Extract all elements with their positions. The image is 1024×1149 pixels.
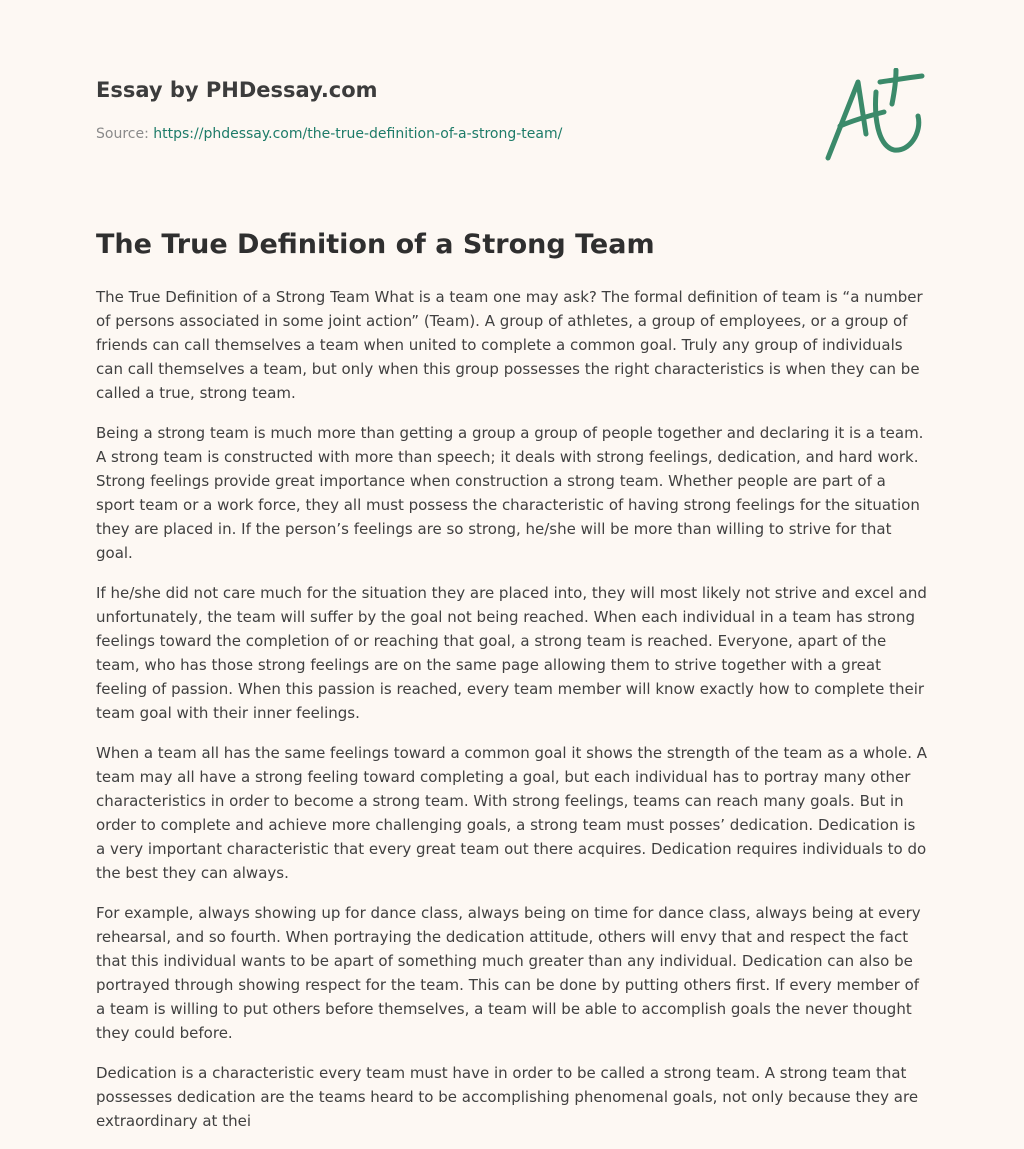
article-paragraph: Being a strong team is much more than getting a group a group of people together and declaring it is a team. A strong team is constructed with more than speech; it deals with strong feelings, dedication, and hard work. Strong feelings provide great importance when construction a strong team. Whether people are part of a sport team or a work force, they all must possess the characteristic of having strong feelings for the situation they are placed in. If the person’s feelings are so strong, he/she will be more than willing to strive for that goal. <box>96 424 924 562</box>
article-paragraph: The True Definition of a Strong Team What is a team one may ask? The formal definition of team is “a number of persons associated in some joint action” (Team). A group of athletes, a group of employees, or a group of friends can call themselves a team when united to complete a common goal. Truly any group of individuals can call themselves a team, but only when this group possesses the right characteristics is when they can be called a true, strong team. <box>96 288 923 402</box>
source-label: Source: <box>96 126 149 142</box>
brand-title: Essay by PHDessay.com <box>96 78 378 102</box>
essay-header <box>96 76 736 144</box>
article-paragraph: For example, always showing up for dance class, always being on time for dance class, always being at every rehearsal, and so fourth. When portraying the dedication attitude, others will envy that and respect the fact that this individual wants to be apart of something much greater than any individual. Dedication can also be portrayed through showing respect for the team. This can be done by putting others first. If every member of a team is willing to put others before themselves, a team will be able to accomplish goals the never thought they could before. <box>96 904 921 1042</box>
a-plus-logo-icon <box>822 68 926 164</box>
article-title: The True Definition of a Strong Team <box>96 229 655 260</box>
article-paragraph: If he/she did not care much for the situation they are placed into, they will most likely not strive and excel and unfortunately, the team will suffer by the goal not being reached. When each individual in a team has strong feelings toward the completion of or reaching that goal, a strong team is reached. Everyone, apart of the team, who has those strong feelings are on the same page allowing them to strive together with a great feeling of passion. When this passion is reached, every team member will know exactly how to complete their team goal with their inner feelings. <box>96 584 927 722</box>
article-paragraph: Dedication is a characteristic every team must have in order to be called a strong team. A strong team that possesses dedication are the teams heard to be accomplishing phenomenal goals, not only because they are extraordinary at thei <box>96 1064 919 1130</box>
source-link[interactable]: https://phdessay.com/the-true-definition-of-a-strong-team/ <box>153 126 563 142</box>
source-line <box>96 124 736 144</box>
article-body <box>96 285 928 1149</box>
article-paragraph: When a team all has the same feelings toward a common goal it shows the strength of the team as a whole. A team may all have a strong feeling toward completing a goal, but each individual has to portray many other characteristics in order to become a strong team. With strong feelings, teams can reach many goals. But in order to complete and achieve more challenging goals, a strong team must posses’ dedication. Dedication is a very important characteristic that every great team out there acquires. Dedication requires individuals to do the best they can always. <box>96 744 928 882</box>
